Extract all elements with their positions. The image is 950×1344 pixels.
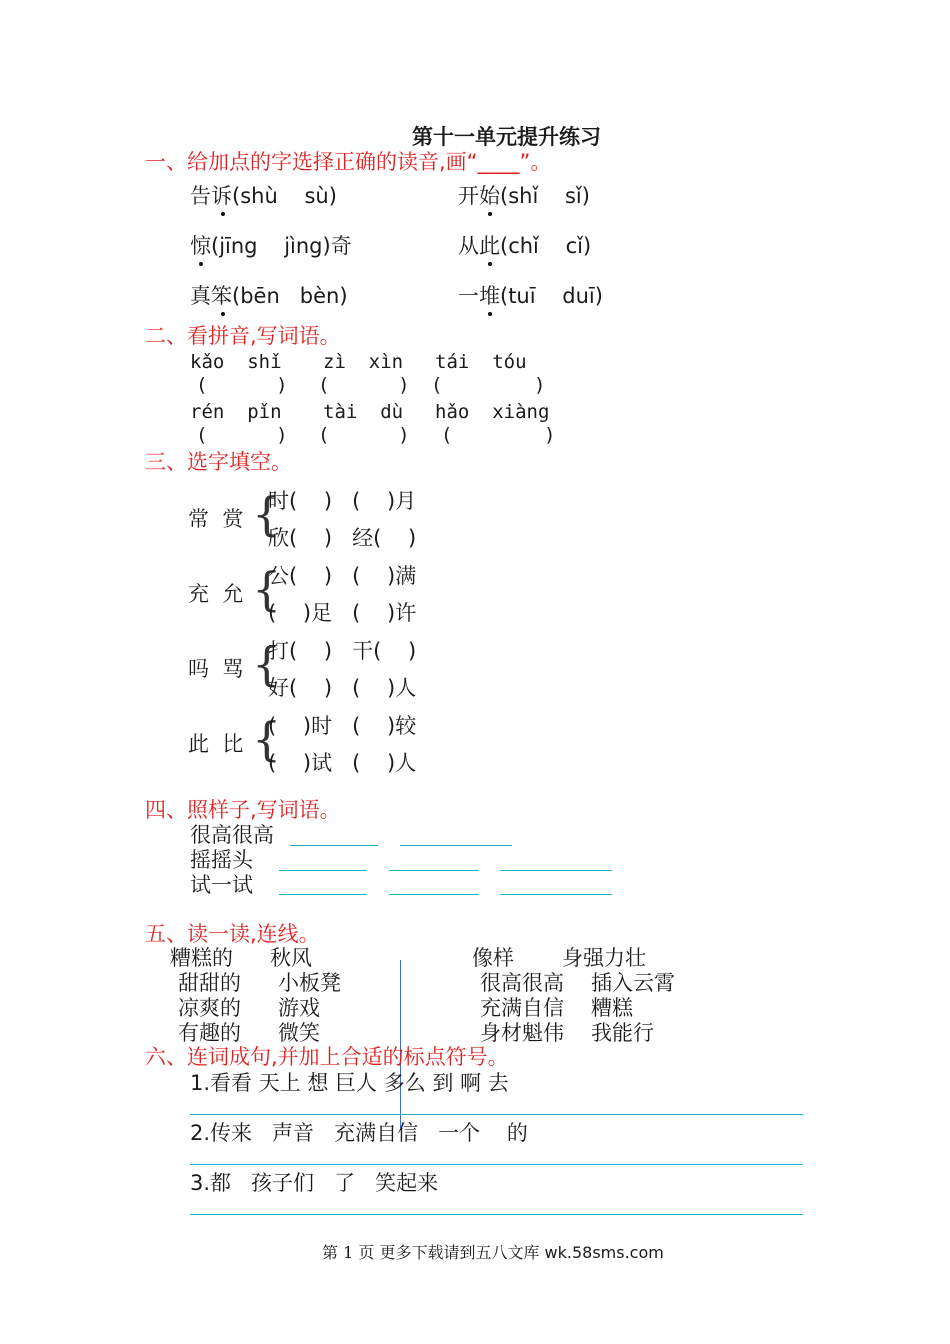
sentence-item: 3.都 孩子们 了 笑起来	[190, 1171, 439, 1195]
fill-line: 好( ) ( )人	[268, 676, 417, 700]
fill-line: ( )足 ( )许	[268, 601, 417, 625]
emphasis-dot	[488, 212, 492, 216]
answer-line[interactable]	[389, 870, 479, 871]
match-item[interactable]: 充满自信	[480, 996, 564, 1020]
section-5-heading: 五、读一读,连线。	[145, 922, 320, 946]
divider-line	[400, 960, 401, 1128]
example-word: 摇摇头	[190, 848, 253, 872]
section-3-heading: 三、选字填空。	[145, 450, 292, 474]
match-item[interactable]: 像样	[472, 946, 514, 970]
pinyin: tái tóu	[435, 351, 527, 373]
fill-line: ( )试 ( )人	[268, 751, 417, 775]
pinyin: kǎo shǐ	[190, 351, 282, 373]
brace-icon: {	[252, 562, 282, 616]
match-item[interactable]: 秋风	[270, 946, 312, 970]
pinyin: zì xìn	[323, 351, 404, 373]
char-pair: 吗 骂	[188, 657, 244, 681]
match-item[interactable]: 插入云霄	[591, 971, 675, 995]
question-item: 一堆(tuī duī)	[458, 284, 603, 308]
answer-blank[interactable]: ( )	[196, 374, 288, 396]
match-item[interactable]: 身强力壮	[562, 946, 646, 970]
char-pair: 常 赏	[188, 507, 244, 531]
fill-line: 时( ) ( )月	[268, 489, 417, 513]
answer-blank[interactable]: ( )	[431, 374, 546, 396]
section-4-heading: 四、照样子,写词语。	[145, 798, 341, 822]
answer-line[interactable]	[279, 894, 367, 895]
answer-blank[interactable]: ( )	[318, 374, 410, 396]
example-word: 很高很高	[190, 823, 274, 847]
fill-line: 欣( ) 经( )	[268, 526, 417, 550]
section-1-heading: 一、给加点的字选择正确的读音,画“____”。	[145, 150, 552, 174]
section-2-heading: 二、看拼音,写词语。	[145, 324, 341, 348]
answer-line[interactable]	[389, 894, 479, 895]
pinyin: tài dù	[323, 401, 404, 423]
answer-blank[interactable]: ( )	[196, 424, 288, 446]
answer-line[interactable]	[190, 1164, 803, 1165]
answer-line[interactable]	[279, 870, 367, 871]
sentence-item: 1.看看 天上 想 巨人 多么 到 啊 去	[190, 1071, 509, 1095]
match-item[interactable]: 小板凳	[278, 971, 341, 995]
brace-icon: {	[252, 712, 282, 766]
emphasis-dot	[488, 262, 492, 266]
sentence-item: 2.传来 声音 充满自信 一个 的	[190, 1121, 528, 1145]
pinyin: rén pǐn	[190, 401, 282, 423]
section-6-heading: 六、连词成句,并加上合适的标点符号。	[145, 1045, 509, 1069]
emphasis-dot	[199, 262, 203, 266]
brace-icon: {	[252, 487, 282, 541]
char-pair: 充 允	[188, 582, 244, 606]
page-footer	[322, 1245, 664, 1261]
fill-line: 打( ) 干( )	[268, 639, 417, 663]
emphasis-dot	[221, 312, 225, 316]
example-word: 试一试	[190, 873, 253, 897]
match-item[interactable]: 很高很高	[480, 971, 564, 995]
emphasis-dot	[488, 312, 492, 316]
answer-line[interactable]	[190, 1214, 803, 1215]
match-item[interactable]: 糟糕的	[170, 946, 233, 970]
brace-icon: {	[252, 637, 282, 691]
answer-blank[interactable]: ( )	[318, 424, 410, 446]
match-item[interactable]: 糟糕	[591, 996, 633, 1020]
match-item[interactable]: 有趣的	[178, 1021, 241, 1045]
question-item: 真笨(bēn bèn)	[190, 284, 348, 308]
question-item: 从此(chǐ cǐ)	[458, 234, 592, 258]
match-item[interactable]: 身材魁伟	[480, 1021, 564, 1045]
question-item: 惊(jīng jìng)奇	[190, 234, 352, 258]
fill-line: ( )时 ( )较	[268, 714, 417, 738]
answer-line[interactable]	[190, 1114, 803, 1115]
match-item[interactable]: 微笑	[278, 1021, 320, 1045]
match-item[interactable]: 我能行	[591, 1021, 654, 1045]
match-item[interactable]: 甜甜的	[178, 971, 241, 995]
pinyin: hǎo xiàng	[435, 401, 550, 423]
answer-blank[interactable]: ( )	[441, 424, 556, 446]
char-pair: 此 比	[188, 732, 244, 756]
answer-line[interactable]	[290, 845, 378, 846]
emphasis-dot	[221, 212, 225, 216]
answer-line[interactable]	[400, 845, 512, 846]
page-title: 第十一单元提升练习	[412, 124, 601, 149]
answer-line[interactable]	[500, 894, 612, 895]
question-item: 开始(shǐ sǐ)	[458, 184, 590, 208]
match-item[interactable]: 游戏	[278, 996, 320, 1020]
footer-link[interactable]: wk.58sms.com	[544, 1243, 664, 1262]
match-item[interactable]: 凉爽的	[178, 996, 241, 1020]
answer-line[interactable]	[500, 870, 612, 871]
question-item: 告诉(shù sù)	[190, 184, 337, 208]
fill-line: 公( ) ( )满	[268, 564, 417, 588]
footer-text: 第 1 页 更多下载请到五八文库	[322, 1243, 545, 1262]
